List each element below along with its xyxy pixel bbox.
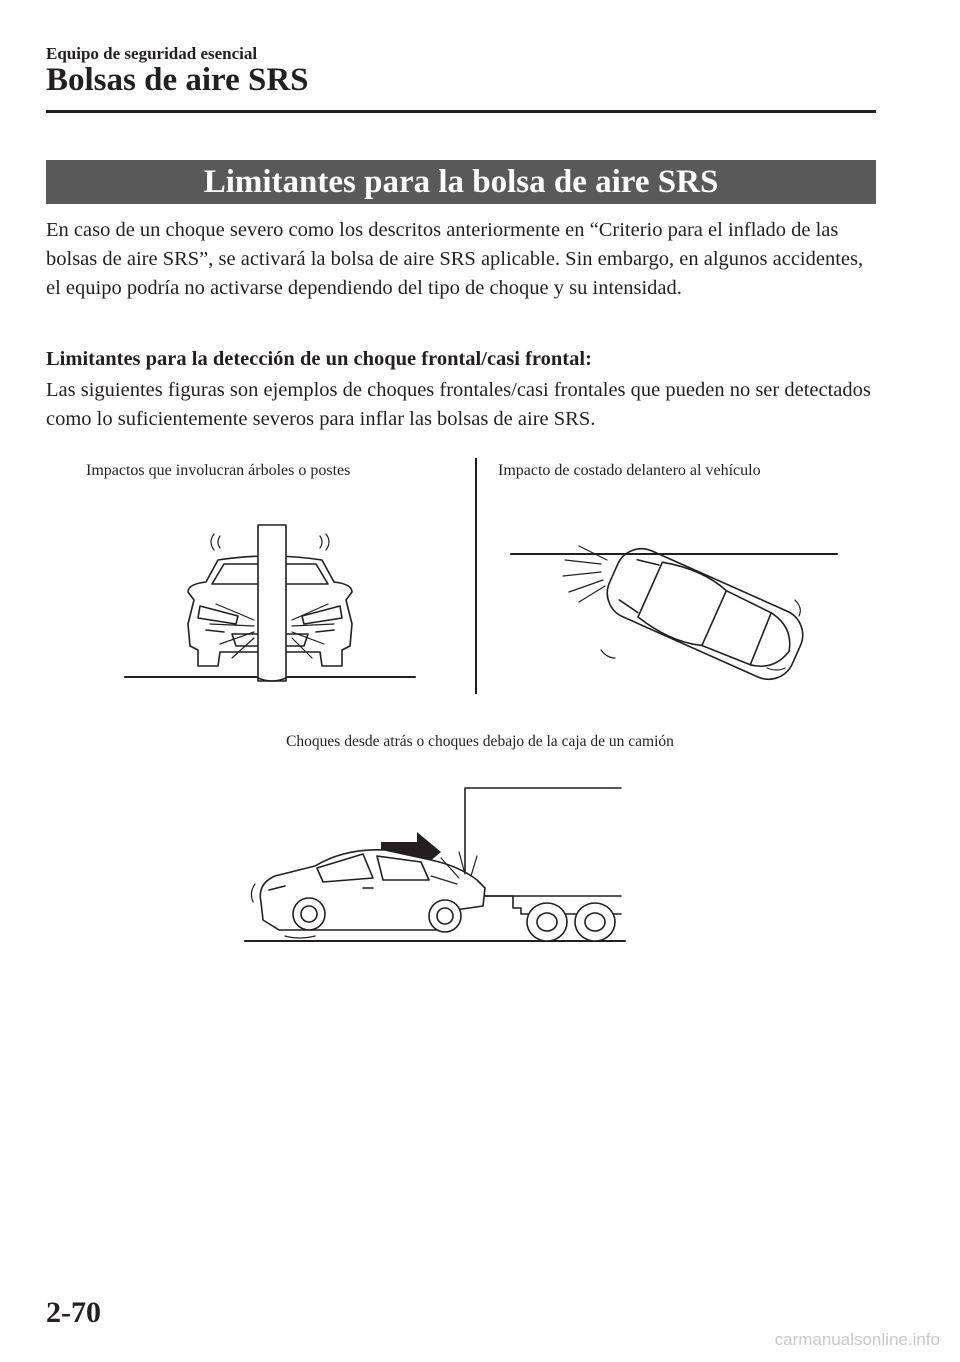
section-label: Equipo de seguridad esencial: [46, 44, 258, 63]
figure-divider: [475, 458, 477, 694]
subheading-text: Las siguientes figuras son ejemplos de choques frontales/casi frontales que pueden no ser detectados como lo suficientemente severos para inflar las bolsas de aire SRS.: [46, 379, 871, 430]
truck-underride-illustration: [245, 780, 630, 945]
page-number: 2-70: [46, 1296, 101, 1329]
watermark-text: carmanualsonline.info: [774, 1330, 940, 1349]
caption-side-impact: Impacto de costado delantero al vehículo: [498, 462, 761, 479]
caption-truck-impact: Choques desde atrás o choques debajo de la caja de un camión: [286, 733, 674, 750]
side-impact-illustration: [505, 540, 840, 690]
header-rule: [46, 110, 876, 113]
caption-pole-impact: Impactos que involucran árboles o postes: [86, 462, 351, 479]
intro-paragraph: En caso de un choque severo como los descritos anteriormente en “Criterio para el inflado de las bolsas de aire SRS”, se activará la bolsa de aire SRS aplicable. Sin embargo, en algunos accidentes, el equipo podría no activarse dependiendo del tipo de choque y su intensidad.: [46, 219, 864, 299]
subheading: Limitantes para la detección de un choque frontal/casi frontal:: [46, 348, 592, 370]
pole-impact-illustration: [120, 520, 420, 685]
section-heading: Limitantes para la bolsa de aire SRS: [46, 160, 876, 204]
chapter-title: Bolsas de aire SRS: [46, 62, 309, 98]
